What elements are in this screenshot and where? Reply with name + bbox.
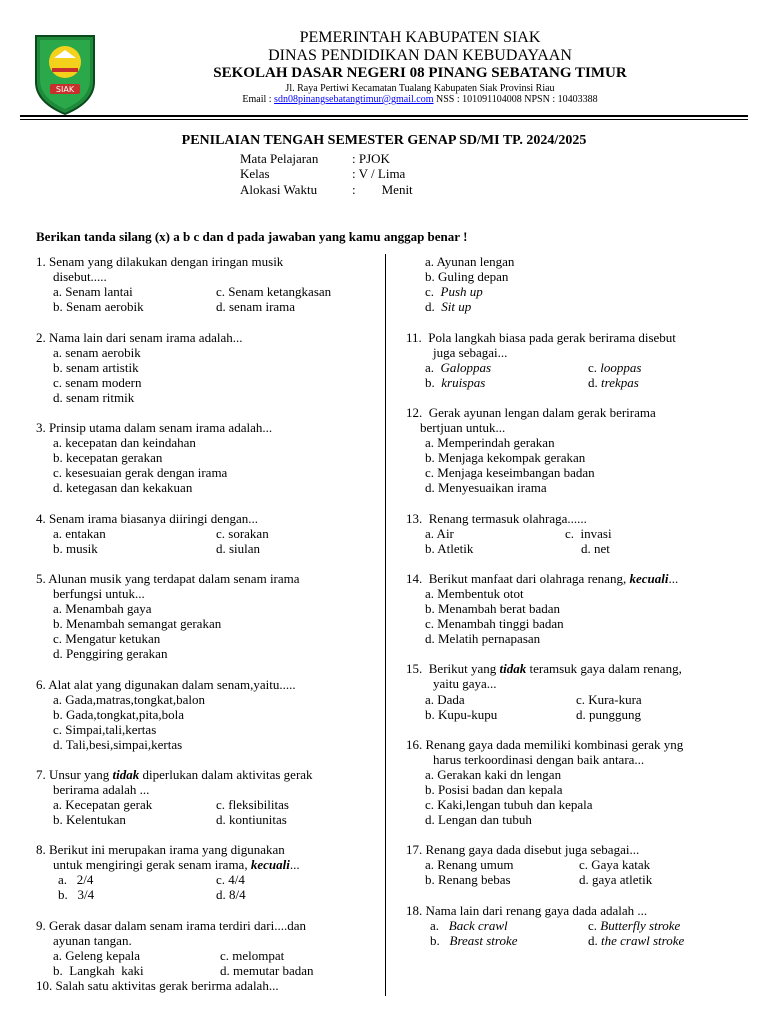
option-text: Back crawl (448, 918, 508, 933)
option-b[interactable]: b. Senam aerobik (53, 299, 144, 314)
option-a[interactable]: a. Senam lantai (53, 284, 133, 299)
option-d[interactable]: d. punggung (576, 707, 641, 722)
option-letter: c. (588, 360, 601, 375)
question-text: 11. Pola langkah biasa pada gerak berirama disebut (406, 330, 676, 345)
option-c[interactable]: c. Kaki,lengan tubuh dan kepala (425, 797, 593, 812)
option-a[interactable]: a. Memperindah gerakan (425, 435, 555, 450)
question-text: 10. Salah satu aktivitas gerak berirma adalah... (36, 978, 279, 993)
time-value: : Menit (352, 182, 413, 197)
option-c[interactable]: c. melompat (220, 948, 285, 963)
option-text: looppas (600, 360, 642, 375)
email-label: Email : (242, 94, 275, 105)
question-text: 13. Renang termasuk olahraga...... (406, 511, 587, 526)
option-b[interactable] (425, 375, 485, 390)
option-text: Push up (440, 284, 483, 299)
question-text: disebut..... (53, 269, 107, 284)
option-b[interactable]: b. 3/4 (58, 887, 95, 902)
question-text: juga sebagai... (433, 345, 508, 360)
email-link[interactable]: sdn08pinangsebatangtimur@gmail.com (274, 94, 434, 105)
option-d[interactable]: d. Melatih pernapasan (425, 631, 541, 646)
question-text-part: 7. Unsur yang (36, 767, 113, 782)
option-c[interactable]: c. sorakan (216, 526, 269, 541)
option-a[interactable] (425, 360, 491, 375)
option-a[interactable]: a. Ayunan lengan (425, 254, 515, 269)
option-a[interactable]: a. Geleng kepala (53, 948, 140, 963)
option-a[interactable]: a. 2/4 (58, 872, 94, 887)
question-text: 5. Alunan musik yang terdapat dalam senam irama (36, 571, 300, 586)
option-b[interactable]: b. Menambah semangat gerakan (53, 616, 222, 631)
option-text: trekpas (601, 375, 639, 390)
class-label: Kelas (240, 166, 270, 181)
option-letter: a. (430, 918, 449, 933)
option-d[interactable]: d. siulan (216, 541, 261, 556)
option-d[interactable] (588, 933, 684, 948)
question-text: berirama adalah ... (53, 782, 150, 797)
instruction: Berikan tanda silang (x) a b c dan d pada jawaban yang kamu anggap benar ! (36, 229, 468, 244)
svg-text:SIAK: SIAK (55, 85, 75, 94)
option-b[interactable]: b. Kelentukan (53, 812, 126, 827)
question-text: 9. Gerak dasar dalam senam irama terdiri dari....dan (36, 918, 306, 933)
option-d[interactable]: d. senam ritmik (53, 390, 135, 405)
question-text: ayunan tangan. (53, 933, 132, 948)
question-text-part: untuk mengiringi gerak senam irama, (53, 857, 251, 872)
option-c[interactable]: c. Gaya katak (579, 857, 651, 872)
option-c[interactable]: c. 4/4 (216, 872, 245, 887)
option-d[interactable] (425, 299, 471, 314)
option-b[interactable]: b. Posisi badan dan kepala (425, 782, 563, 797)
option-d[interactable]: d. kontiunitas (216, 812, 287, 827)
gov-name: PEMERINTAH KABUPATEN SIAK (299, 29, 541, 46)
option-a[interactable]: a. senam aerobik (53, 345, 141, 360)
option-b[interactable]: b. Kupu-kupu (425, 707, 498, 722)
option-b[interactable]: b. Guling depan (425, 269, 509, 284)
option-a[interactable]: a. Membentuk otot (425, 586, 524, 601)
option-d[interactable]: d. gaya atletik (579, 872, 653, 887)
option-c[interactable]: c. kesesuaian gerak dengan irama (53, 465, 228, 480)
option-c[interactable]: c. invasi (565, 526, 612, 541)
question-text: yaitu gaya... (433, 676, 497, 691)
option-d[interactable]: d. Lengan dan tubuh (425, 812, 532, 827)
school-address: Jl. Raya Pertiwi Kecamatan Tualang Kabupaten Siak Provinsi Riau (285, 83, 555, 94)
question-text-part: ... (289, 857, 300, 872)
option-text: kruispas (441, 375, 486, 390)
option-text: Breast stroke (449, 933, 518, 948)
option-letter: d. (588, 375, 601, 390)
question-text (406, 661, 682, 676)
option-a[interactable]: a. Dada (425, 692, 465, 707)
option-b[interactable]: b. musik (53, 541, 98, 556)
option-a[interactable]: a. Gerakan kaki dn lengan (425, 767, 562, 782)
option-a[interactable]: a. Menambah gaya (53, 601, 152, 616)
subject-value: : PJOK (352, 151, 390, 166)
option-b[interactable]: b. Atletik (425, 541, 474, 556)
option-b[interactable]: b. Gada,tongkat,pita,bola (53, 707, 185, 722)
option-letter: b. (430, 933, 450, 948)
option-letter: d. (588, 933, 601, 948)
option-d[interactable]: d. Menyesuaikan irama (425, 480, 547, 495)
time-label: Alokasi Waktu (240, 182, 318, 197)
option-text: Butterfly stroke (600, 918, 681, 933)
question-text: 4. Senam irama biasanya diiringi dengan... (36, 511, 259, 526)
question-text: 6. Alat alat yang digunakan dalam senam,yaitu..... (36, 677, 296, 692)
option-text: Galoppas (440, 360, 492, 375)
option-text: Sit up (441, 299, 472, 314)
column-divider (385, 254, 386, 996)
option-c[interactable]: c. Menambah tinggi badan (425, 616, 564, 631)
emphasis-word: kecuali (250, 857, 290, 872)
option-b[interactable] (430, 933, 518, 948)
question-text: 1. Senam yang dilakukan dengan iringan musik (36, 254, 284, 269)
question-text (406, 571, 678, 586)
option-b[interactable]: b. senam artistik (53, 360, 139, 375)
question-text: 16. Renang gaya dada memiliki kombinasi gerak yng (406, 737, 684, 752)
option-b[interactable]: b. Menambah berat badan (425, 601, 561, 616)
option-a[interactable] (430, 918, 508, 933)
option-d[interactable]: d. senam irama (216, 299, 296, 314)
nss-npsn: NSS : 101091104008 NPSN : 10403388 (433, 94, 598, 105)
option-d[interactable]: d. Penggiring gerakan (53, 646, 168, 661)
option-c[interactable]: c. Simpai,tali,kertas (53, 722, 157, 737)
class-value: : V / Lima (352, 166, 406, 181)
option-letter: c. (425, 284, 441, 299)
option-c[interactable]: c. senam modern (53, 375, 142, 390)
question-text-part: teramsuk gaya dalam renang, (526, 661, 682, 676)
option-a[interactable]: a. kecepatan dan keindahan (53, 435, 196, 450)
question-text (53, 857, 300, 872)
question-text: 3. Prinsip utama dalam senam irama adalah... (36, 420, 273, 435)
option-c[interactable]: c. Menjaga keseimbangan badan (425, 465, 595, 480)
question-text: 12. Gerak ayunan lengan dalam gerak berirama (406, 405, 656, 420)
header-rule-thick (20, 115, 748, 117)
option-letter: d. (425, 299, 442, 314)
question-text-part: ... (668, 571, 679, 586)
contact-line (140, 95, 700, 105)
question-text: harus terkoordinasi dengan baik antara... (433, 752, 645, 767)
option-a[interactable]: a. Kecepatan gerak (53, 797, 153, 812)
header-rule-thin (20, 119, 748, 120)
option-a[interactable]: a. Renang umum (425, 857, 514, 872)
dept-name: DINAS PENDIDIKAN DAN KEBUDAYAAN (268, 47, 572, 64)
school-name: SEKOLAH DASAR NEGERI 08 PINANG SEBATANG TIMUR (213, 65, 627, 81)
question-text: berfungsi untuk... (53, 586, 145, 601)
option-letter: b. (425, 375, 442, 390)
emphasis-word: tidak (112, 767, 140, 782)
option-c[interactable]: c. Senam ketangkasan (216, 284, 332, 299)
question-text-part: 15. Berikut yang (406, 661, 500, 676)
option-a[interactable]: a. Air (425, 526, 454, 541)
option-c[interactable]: c. Kura-kura (576, 692, 642, 707)
question-text (36, 767, 313, 782)
option-d[interactable]: d. ketegasan dan kekakuan (53, 480, 193, 495)
subject-label: Mata Pelajaran (240, 151, 319, 166)
option-c[interactable] (588, 360, 641, 375)
option-d[interactable]: d. 8/4 (216, 887, 246, 902)
school-logo (32, 32, 98, 116)
question-text-part: 14. Berikut manfaat dari olahraga renang, (406, 571, 630, 586)
exam-title: PENILAIAN TENGAH SEMESTER GENAP SD/MI TP. 2024/2025 (181, 133, 587, 148)
option-d[interactable] (588, 375, 639, 390)
option-c[interactable]: c. fleksibilitas (216, 797, 289, 812)
option-text: the crawl stroke (601, 933, 685, 948)
question-text: 18. Nama lain dari renang gaya dada adalah ... (406, 903, 648, 918)
option-b[interactable]: b. Langkah kaki (53, 963, 144, 978)
option-b[interactable]: b. Renang bebas (425, 872, 511, 887)
question-text: 8. Berikut ini merupakan irama yang digunakan (36, 842, 285, 857)
question-text: 2. Nama lain dari senam irama adalah... (36, 330, 243, 345)
option-letter: a. (425, 360, 441, 375)
option-c[interactable]: c. Mengatur ketukan (53, 631, 161, 646)
question-text: 17. Renang gaya dada disebut juga sebagai... (406, 842, 640, 857)
option-a[interactable]: a. entakan (53, 526, 106, 541)
option-c[interactable] (425, 284, 483, 299)
option-d[interactable]: d. Tali,besi,simpai,kertas (53, 737, 183, 752)
option-b[interactable]: b. kecepatan gerakan (53, 450, 163, 465)
emphasis-word: kecuali (629, 571, 669, 586)
option-letter: c. (588, 918, 601, 933)
option-c[interactable] (588, 918, 680, 933)
option-b[interactable]: b. Menjaga kekompak gerakan (425, 450, 586, 465)
question-text: bertjuan untuk... (420, 420, 506, 435)
emphasis-word: tidak (499, 661, 527, 676)
question-text-part: diperlukan dalam aktivitas gerak (139, 767, 313, 782)
option-a[interactable]: a. Gada,matras,tongkat,balon (53, 692, 205, 707)
option-d[interactable]: d. net (581, 541, 610, 556)
option-d[interactable]: d. memutar badan (220, 963, 314, 978)
